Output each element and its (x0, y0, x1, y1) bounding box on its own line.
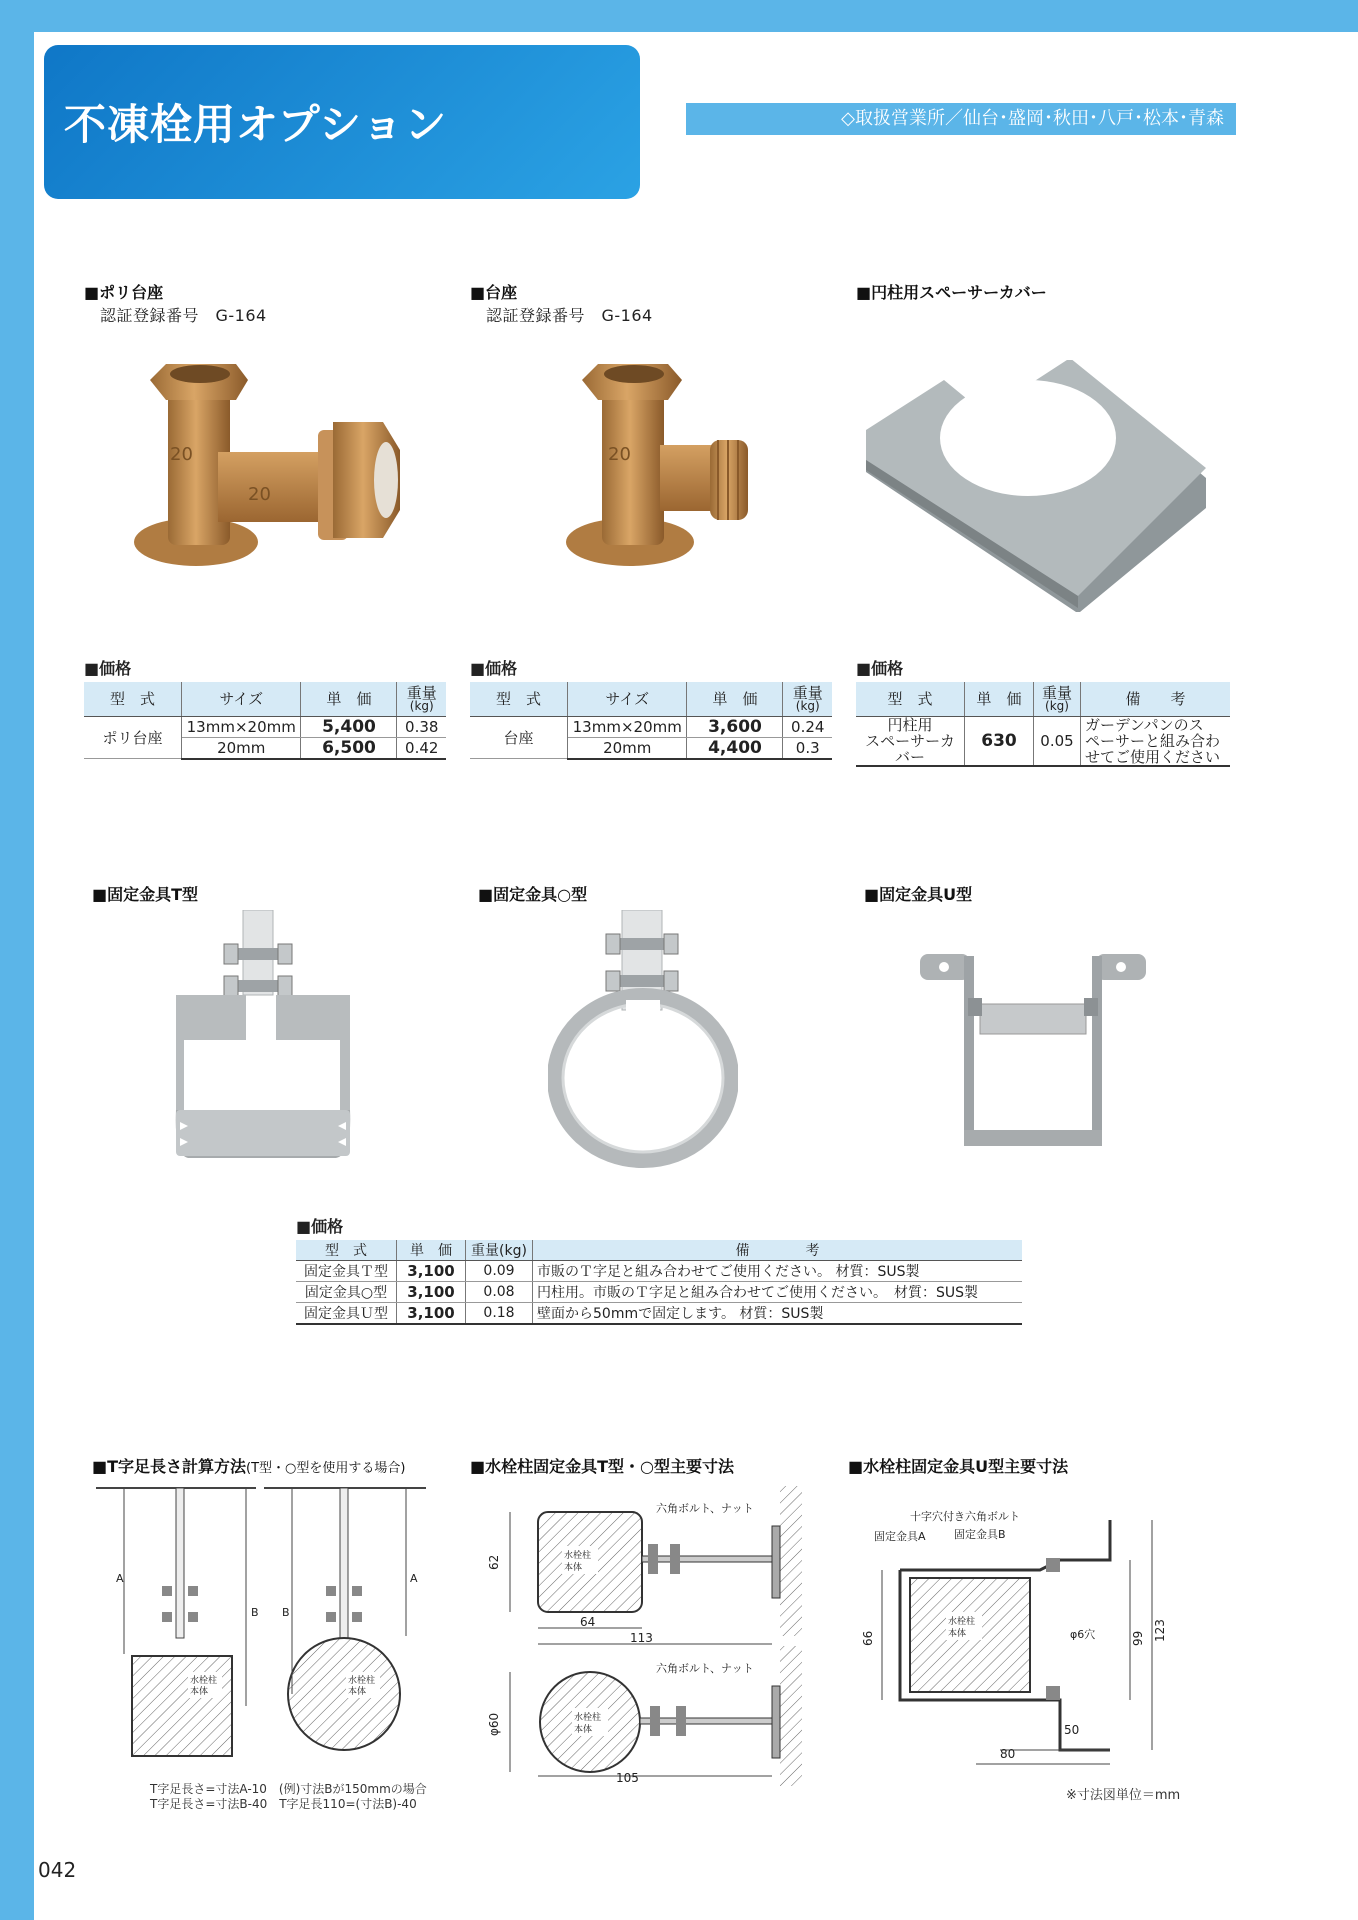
price-label-fix: ■価格 (296, 1217, 344, 1236)
table-row (296, 1303, 1022, 1325)
price-label-base: ■価格 (470, 659, 518, 678)
table-row (856, 716, 1230, 766)
price-cell: 630 (965, 716, 1034, 766)
weight-cell: 0.08 (466, 1282, 533, 1303)
dim-b-left: B (251, 1606, 259, 1619)
col-price: 単 価 (397, 1240, 466, 1261)
table-row (296, 1261, 1022, 1282)
price-cell: 5,400 (301, 716, 397, 737)
weight-cell: 0.05 (1034, 716, 1081, 766)
unit-note: ※寸法図単位＝mm (1066, 1788, 1181, 1803)
poly-base-price-table (84, 682, 446, 760)
bolt-label-bottom: 六角ボルト、ナット (656, 1662, 754, 1675)
poly-base-photo (128, 360, 408, 575)
col-size: サイズ (568, 682, 687, 716)
col-price: 単 価 (301, 682, 397, 716)
t-calc-diagram (96, 1486, 436, 1786)
col-weight: 重量 (kg) (783, 682, 832, 716)
price-cell: 4,400 (687, 737, 783, 759)
page-title: 不凍栓用オプション (64, 100, 448, 149)
col-note: 備 考 (533, 1240, 1023, 1261)
col-price: 単 価 (965, 682, 1034, 716)
price-label-poly: ■価格 (84, 659, 132, 678)
note-cell: 壁面から50mmで固定します。 材質：SUS製 (533, 1303, 1023, 1325)
size-cell: 13mm×20mm (182, 716, 301, 737)
svg-text:本体: 本体 (348, 1687, 367, 1697)
model-cell: ポリ台座 (84, 716, 182, 759)
t-calc-note-1: T字足長さ=寸法A-10 (例)寸法Bが150mmの場合 (150, 1782, 427, 1796)
dim-phi60: φ60 (487, 1712, 501, 1736)
dim-80: 80 (1000, 1747, 1016, 1761)
col-model: 型 式 (84, 682, 182, 716)
dim-a-left: A (116, 1572, 124, 1585)
u-dims-diagram (860, 1500, 1190, 1790)
u-part-b: 固定金具B (954, 1528, 1006, 1541)
weight-cell: 0.38 (397, 716, 446, 737)
fix-o-title: ■固定金具○型 (478, 885, 588, 904)
dim-62: 62 (487, 1554, 501, 1570)
page-number: 042 (38, 1858, 77, 1882)
dim-66: 66 (861, 1630, 875, 1646)
price-cell: 3,100 (397, 1261, 466, 1282)
u-dims-title: ■水栓柱固定金具U型主要寸法 (848, 1457, 1069, 1476)
dim-113: 113 (630, 1631, 653, 1645)
dim-105: 105 (616, 1771, 639, 1785)
size-cell: 20mm (568, 737, 687, 759)
base-price-table (470, 682, 832, 760)
svg-text:本体: 本体 (948, 1629, 967, 1639)
table-row (296, 1282, 1022, 1303)
col-model: 型 式 (856, 682, 965, 716)
svg-text:本体: 本体 (574, 1725, 593, 1735)
weight-cell: 0.18 (466, 1303, 533, 1325)
base-title: ■台座 (470, 283, 518, 302)
spacer-cover-title: ■円柱用スペーサーカバー (856, 283, 1047, 302)
price-cell: 3,100 (397, 1303, 466, 1325)
model-cell: 台座 (470, 716, 568, 759)
dim-99: 99 (1131, 1630, 1145, 1646)
top-accent-band (0, 0, 1358, 32)
bolt-label-top: 六角ボルト、ナット (656, 1502, 754, 1515)
col-weight: 重量 (kg) (1034, 682, 1081, 716)
note-cell: 円柱用。市販のＴ字足と組み合わせてご使用ください。 材質：SUS製 (533, 1282, 1023, 1303)
svg-text:本体: 本体 (564, 1563, 583, 1573)
weight-cell: 0.24 (783, 716, 832, 737)
col-model: 型 式 (296, 1240, 397, 1261)
col-size: サイズ (182, 682, 301, 716)
dim-123: 123 (1153, 1619, 1167, 1642)
weight-cell: 0.3 (783, 737, 832, 759)
svg-text:本体: 本体 (190, 1687, 209, 1697)
title-banner (44, 45, 640, 199)
size-cell: 20mm (182, 737, 301, 759)
weight-cell: 0.09 (466, 1261, 533, 1282)
size-cell: 13mm×20mm (568, 716, 687, 737)
weight-cell: 0.42 (397, 737, 446, 759)
col-weight: 重量(kg) (466, 1240, 533, 1261)
note-cell: 市販のＴ字足と組み合わせてご使用ください。 材質：SUS製 (533, 1261, 1023, 1282)
svg-text:水栓柱: 水栓柱 (574, 1713, 602, 1723)
price-label-spacer: ■価格 (856, 659, 904, 678)
fix-o-photo (548, 910, 738, 1175)
col-price: 単 価 (687, 682, 783, 716)
svg-text:20: 20 (248, 484, 271, 505)
svg-text:水栓柱: 水栓柱 (564, 1551, 592, 1561)
dim-50: 50 (1064, 1723, 1080, 1737)
fix-u-title: ■固定金具U型 (864, 885, 973, 904)
fix-t-title: ■固定金具T型 (92, 885, 199, 904)
poly-base-title: ■ポリ台座 (84, 283, 164, 302)
spacer-cover-price-table (856, 682, 1230, 767)
spacer-cover-photo (860, 360, 1210, 620)
col-weight: 重量 (kg) (397, 682, 446, 716)
note-cell: ガーデンパンのス ペーサーと組み合わ せてご使用ください (1081, 716, 1231, 766)
price-cell: 3,100 (397, 1282, 466, 1303)
svg-text:水栓柱: 水栓柱 (948, 1617, 976, 1627)
price-cell: 3,600 (687, 716, 783, 737)
price-cell: 6,500 (301, 737, 397, 759)
sales-offices-bar: ◇取扱営業所／仙台･盛岡･秋田･八戸･松本･青森 (686, 103, 1236, 135)
col-model: 型 式 (470, 682, 568, 716)
u-hole: φ6穴 (1070, 1628, 1096, 1641)
base-photo (550, 360, 760, 575)
left-accent-band (0, 0, 34, 1920)
dim-64: 64 (580, 1615, 596, 1629)
base-cert: 認証登録番号 G-164 (486, 306, 653, 325)
t-calc-note-2: T字足長さ=寸法B-40 T字足長110=(寸法B)-40 (150, 1797, 417, 1811)
svg-text:水栓柱: 水栓柱 (190, 1676, 218, 1686)
fix-t-photo (168, 910, 358, 1165)
model-cell: 固定金具Ｔ型 (296, 1261, 397, 1282)
svg-text:水栓柱: 水栓柱 (348, 1676, 376, 1686)
poly-base-cert: 認証登録番号 G-164 (100, 306, 267, 325)
col-note: 備 考 (1081, 682, 1231, 716)
svg-text:20: 20 (608, 444, 631, 465)
fix-price-table (296, 1240, 1022, 1325)
model-cell: 円柱用 スペーサーカバー (856, 716, 965, 766)
table-row (84, 716, 446, 737)
dim-b-right: B (282, 1606, 290, 1619)
table-row (470, 716, 832, 737)
model-cell: 固定金具○型 (296, 1282, 397, 1303)
dim-a-right: A (410, 1572, 418, 1585)
fix-u-photo (918, 950, 1148, 1150)
u-part-a: 固定金具A (874, 1530, 926, 1543)
u-bolt-label: 十字穴付き六角ボルト (910, 1510, 1020, 1523)
svg-text:20: 20 (170, 444, 193, 465)
to-dims-diagram (480, 1486, 805, 1786)
t-calc-title: ■T字足長さ計算方法(T型・○型を使用する場合) (92, 1457, 406, 1476)
to-dims-title: ■水栓柱固定金具T型・○型主要寸法 (470, 1457, 734, 1476)
model-cell: 固定金具Ｕ型 (296, 1303, 397, 1325)
